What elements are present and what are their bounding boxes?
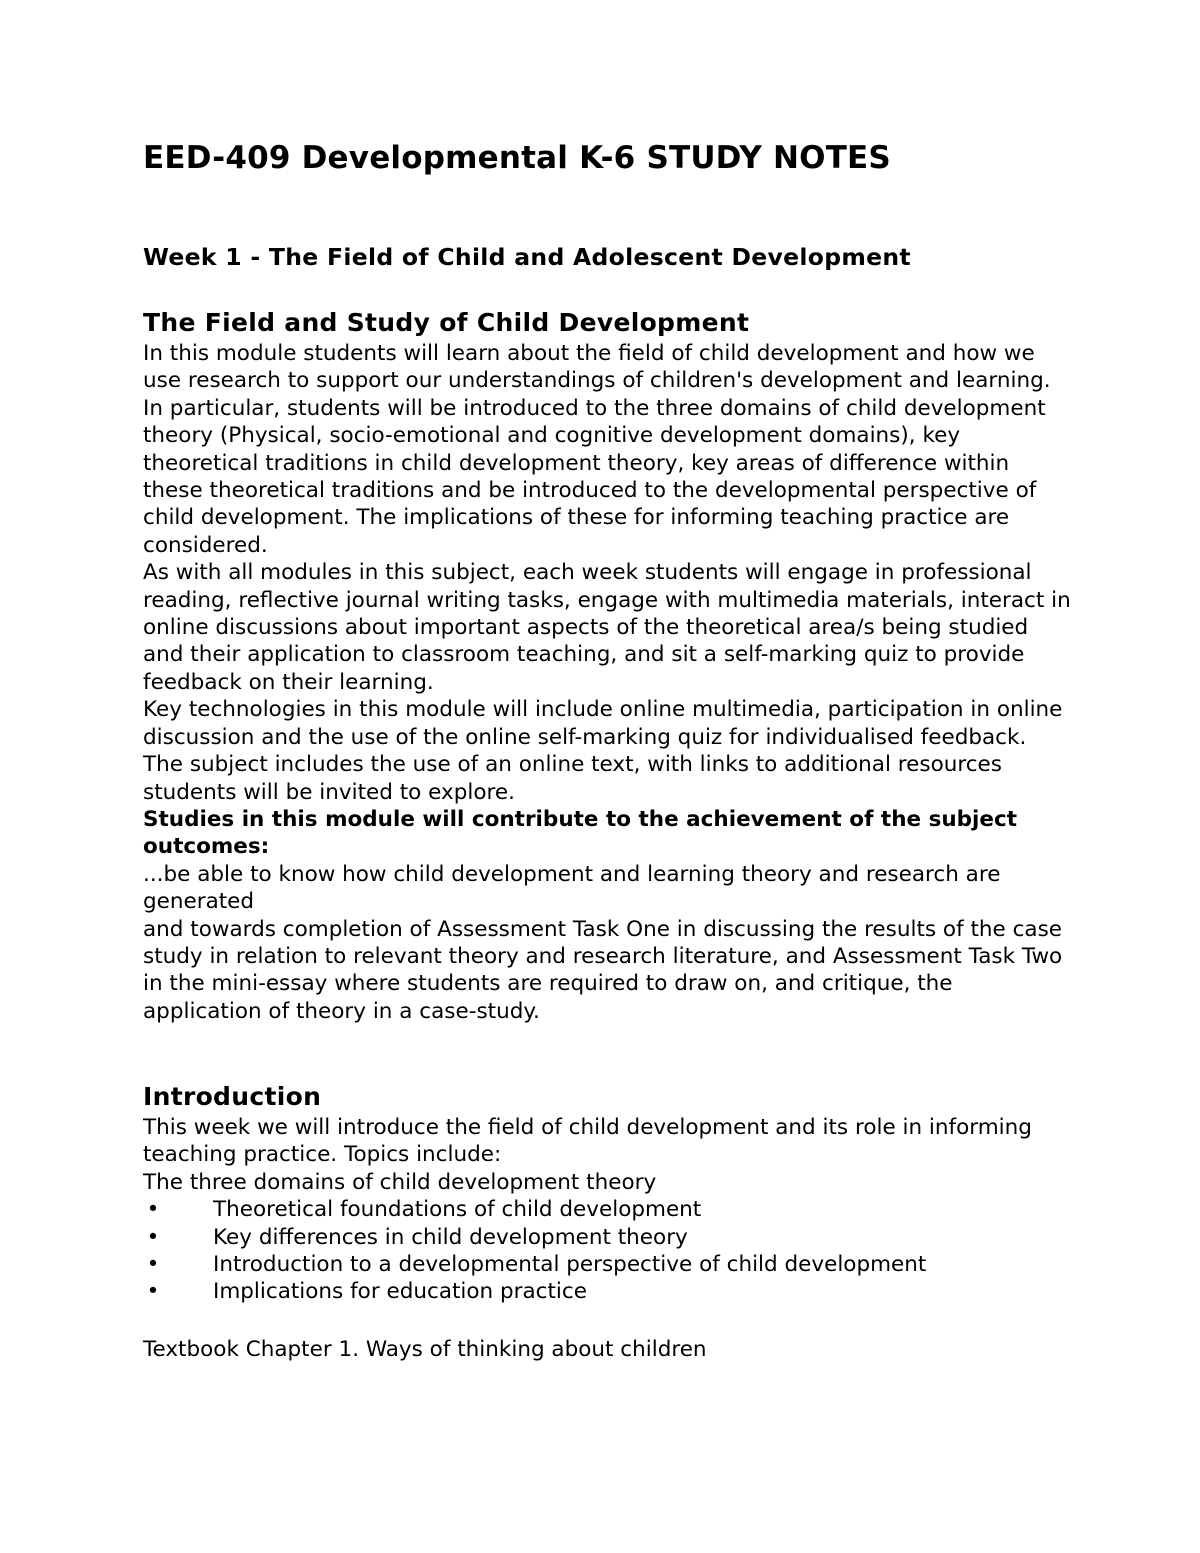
section-heading: Introduction <box>143 1082 322 1111</box>
module-overview-paragraph: In this module students will learn about the field of child development and how we use research to support our understandings of children's development and learning. In particular, students will be introduced to the three domains of child development theory (Physical, socio-emotional and cognitive development domains), key theoretical traditions in child development theory, key areas of difference within these theoretical traditions and be introduced to the developmental perspective of child development. The implications of these for informing teaching practice are considered. <box>143 341 1051 558</box>
list-item-text: Theoretical foundations of child development <box>213 1197 702 1223</box>
list-item <box>143 1278 1073 1305</box>
section-field-and-study <box>143 305 1073 1025</box>
list-item-text: Implications for education practice <box>213 1279 587 1305</box>
list-item-text: Key differences in child development theory <box>213 1224 688 1250</box>
document-title: EED-409 Developmental K-6 STUDY NOTES <box>143 140 891 176</box>
list-item <box>143 1196 1073 1223</box>
section-heading: The Field and Study of Child Development <box>143 308 750 337</box>
list-item <box>143 1224 1073 1251</box>
subject-outcomes-heading: Studies in this module will contribute to the achievement of the subject outcomes: <box>143 806 1018 860</box>
textbook-reference: Textbook Chapter 1. Ways of thinking about children <box>143 1337 707 1362</box>
bullet-icon: • <box>146 1197 160 1223</box>
weekly-activities-paragraph: As with all modules in this subject, each week students will engage in professional reading, reflective journal writing tasks, engage with multimedia materials, interact in online discussions about important aspects of the theoretical area/s being studied and their application to classroom teaching, and sit a self-marking quiz to provide feedback on their learning. <box>143 560 1071 695</box>
bullet-icon: • <box>146 1252 160 1278</box>
bullet-icon: • <box>146 1224 160 1250</box>
list-item-text: Introduction to a developmental perspective of child development <box>213 1252 927 1278</box>
bullet-icon: • <box>146 1279 160 1305</box>
topic-lead-item: The three domains of child development theory <box>143 1169 657 1195</box>
week-heading: Week 1 - The Field of Child and Adolescent Development <box>143 243 911 271</box>
assessment-paragraph: and towards completion of Assessment Task One in discussing the results of the case study in relation to relevant theory and research literature, and Assessment Task Two in the mini-essay where students are required to draw on, and critique, the application of theory in a case-study. <box>143 916 1063 1024</box>
list-item <box>143 1251 1073 1278</box>
topics-list <box>143 1196 1073 1306</box>
introduction-paragraph: This week we will introduce the field of child development and its role in informing teaching practice. Topics include: <box>143 1115 1032 1168</box>
outcome-paragraph: ...be able to know how child development and learning theory and research are generated <box>143 861 1001 915</box>
key-technologies-paragraph: Key technologies in this module will include online multimedia, participation in online discussion and the use of the online self-marking quiz for individualised feedback. The subject includes the use of an online text, with links to additional resources students will be invited to explore. <box>143 697 1063 805</box>
section-introduction <box>143 1079 1073 1306</box>
